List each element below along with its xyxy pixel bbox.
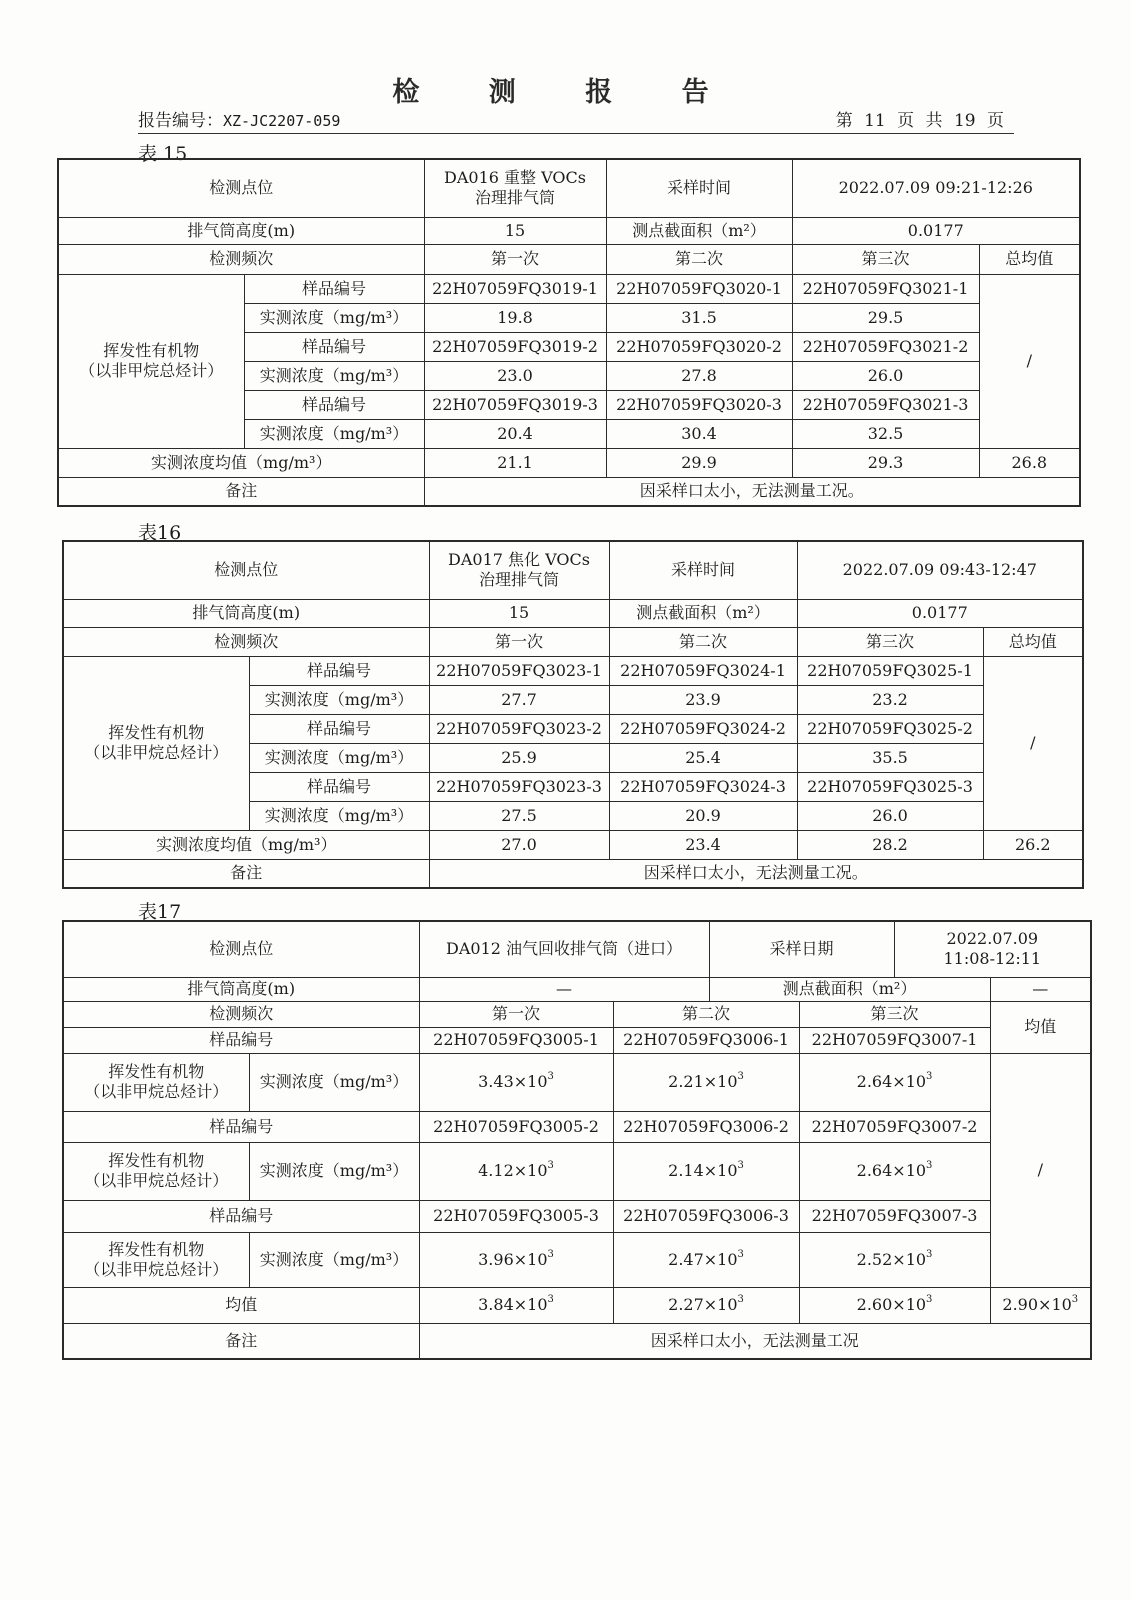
time-label: 采样时间 [606,159,792,217]
sample-id: 22H07059FQ3006-2 [613,1111,799,1142]
area-value: 0.0177 [792,217,1080,244]
conc-label: 实测浓度（mg/m³） [244,361,424,390]
conc-value: $2.64\times 10^3$ [799,1053,990,1111]
point-label: 检测点位 [58,159,424,217]
table-16-label: 表16 [138,522,182,544]
height-value: 15 [429,599,609,627]
conc-value: 35.5 [797,743,983,772]
sample-id: 22H07059FQ3019-2 [424,332,606,361]
sample-label: 样品编号 [244,274,424,303]
conc-value: 19.8 [424,303,606,332]
conc-value: 23.0 [424,361,606,390]
total-mean-value: 26.2 [983,830,1083,859]
sample-id: 22H07059FQ3007-3 [799,1200,990,1232]
sample-label: 样品编号 [249,714,429,743]
conc-value: $2.52\times 10^3$ [799,1232,990,1287]
substance-label: 挥发性有机物 （以非甲烷总烃计） [58,274,244,448]
conc-value: $4.12\times 10^3$ [419,1142,613,1200]
sample-id: 22H07059FQ3023-3 [429,772,609,801]
mean-value: 27.0 [429,830,609,859]
area-label: 测点截面积（m²） [709,977,990,1001]
table-17-label: 表17 [138,901,182,923]
sample-id: 22H07059FQ3025-1 [797,656,983,685]
freq-total: 总均值 [979,244,1080,274]
conc-value: 30.4 [606,419,792,448]
sample-id: 22H07059FQ3005-3 [419,1200,613,1232]
sample-id: 22H07059FQ3024-1 [609,656,797,685]
conc-label: 实测浓度（mg/m³） [249,685,429,714]
sample-label: 样品编号 [63,1027,419,1053]
remark-label: 备注 [63,1323,419,1359]
mean-value: 29.3 [792,448,979,477]
point-label: 检测点位 [63,921,419,977]
sample-id: 22H07059FQ3023-2 [429,714,609,743]
conc-label: 实测浓度（mg/m³） [249,801,429,830]
conc-label: 实测浓度（mg/m³） [249,1142,419,1200]
mean-value: 29.9 [606,448,792,477]
total-mean-value: 26.8 [979,448,1080,477]
report-number-value: XZ-JC2207-059 [223,112,341,130]
sample-label: 样品编号 [249,772,429,801]
point-value: DA017 焦化 VOCs 治理排气筒 [429,541,609,599]
conc-value: 29.5 [792,303,979,332]
mean-value: $3.84\times 10^3$ [419,1287,613,1323]
area-label: 测点截面积（m²） [606,217,792,244]
avg-header: 均值 [990,1001,1091,1053]
sample-id: 22H07059FQ3019-1 [424,274,606,303]
conc-value: 20.4 [424,419,606,448]
total-mean-slash: / [983,656,1083,830]
height-label: 排气筒高度(m) [63,599,429,627]
sample-label: 样品编号 [244,390,424,419]
mean-value: 21.1 [424,448,606,477]
remark-label: 备注 [63,859,429,888]
freq-1: 第一次 [429,627,609,656]
conc-value: $2.14\times 10^3$ [613,1142,799,1200]
sample-id: 22H07059FQ3007-1 [799,1027,990,1053]
sample-id: 22H07059FQ3024-2 [609,714,797,743]
mean-label: 实测浓度均值（mg/m³） [58,448,424,477]
conc-value: $2.64\times 10^3$ [799,1142,990,1200]
conc-value: $3.96\times 10^3$ [419,1232,613,1287]
freq-2: 第二次 [606,244,792,274]
sample-label: 样品编号 [249,656,429,685]
sample-id: 22H07059FQ3020-3 [606,390,792,419]
sample-id: 22H07059FQ3005-2 [419,1111,613,1142]
sample-id: 22H07059FQ3025-3 [797,772,983,801]
conc-value: 31.5 [606,303,792,332]
total-mean-value: $2.90\times 10^3$ [990,1287,1091,1323]
sample-id: 22H07059FQ3023-1 [429,656,609,685]
conc-label: 实测浓度（mg/m³） [249,1053,419,1111]
time-label: 采样时间 [609,541,797,599]
sample-id: 22H07059FQ3020-2 [606,332,792,361]
sample-id: 22H07059FQ3024-3 [609,772,797,801]
time-value: 2022.07.09 09:43-12:47 [797,541,1083,599]
area-value: — [990,977,1091,1001]
sample-id: 22H07059FQ3020-1 [606,274,792,303]
freq-label: 检测频次 [63,627,429,656]
point-label: 检测点位 [63,541,429,599]
mean-value: $2.27\times 10^3$ [613,1287,799,1323]
sample-id: 22H07059FQ3021-3 [792,390,979,419]
conc-value: 27.7 [429,685,609,714]
conc-value: 26.0 [797,801,983,830]
substance-label: 挥发性有机物 （以非甲烷总烃计） [63,1232,249,1287]
conc-value: $3.43\times 10^3$ [419,1053,613,1111]
sample-id: 22H07059FQ3006-1 [613,1027,799,1053]
sample-id: 22H07059FQ3025-2 [797,714,983,743]
freq-total: 总均值 [983,627,1083,656]
freq-label: 检测频次 [58,244,424,274]
freq-1: 第一次 [419,1001,613,1027]
report-number [138,106,340,131]
freq-3: 第三次 [799,1001,990,1027]
height-label: 排气筒高度(m) [58,217,424,244]
table-15-label: 表 15 [138,143,188,165]
conc-label: 实测浓度（mg/m³） [244,303,424,332]
conc-value: 25.4 [609,743,797,772]
freq-2: 第二次 [609,627,797,656]
sample-label: 样品编号 [63,1200,419,1232]
height-value: — [419,977,709,1001]
freq-1: 第一次 [424,244,606,274]
mean-value: 23.4 [609,830,797,859]
conc-value: 27.8 [606,361,792,390]
conc-value: $2.47\times 10^3$ [613,1232,799,1287]
mean-value: 28.2 [797,830,983,859]
substance-label: 挥发性有机物 （以非甲烷总烃计） [63,1053,249,1111]
table-15 [57,158,1081,507]
area-label: 测点截面积（m²） [609,599,797,627]
sample-id: 22H07059FQ3005-1 [419,1027,613,1053]
table-16 [62,540,1084,889]
conc-value: 25.9 [429,743,609,772]
sample-id: 22H07059FQ3019-3 [424,390,606,419]
mean-label: 均值 [63,1287,419,1323]
page-indicator: 第 11 页 共 19 页 [835,111,1004,131]
time-value: 2022.07.09 09:21-12:26 [792,159,1080,217]
sample-id: 22H07059FQ3021-2 [792,332,979,361]
remark-text: 因采样口太小，无法测量工况。 [429,859,1083,888]
conc-label: 实测浓度（mg/m³） [249,1232,419,1287]
substance-label: 挥发性有机物 （以非甲烷总烃计） [63,1142,249,1200]
freq-2: 第二次 [613,1001,799,1027]
table-17 [62,920,1092,1360]
mean-label: 实测浓度均值（mg/m³） [63,830,429,859]
conc-value: $2.21\times 10^3$ [613,1053,799,1111]
page-title: 检 测 报 告 [392,77,739,108]
height-label: 排气筒高度(m) [63,977,419,1001]
sample-id: 22H07059FQ3006-3 [613,1200,799,1232]
report-number-label: 报告编号： [138,111,223,131]
conc-value: 27.5 [429,801,609,830]
total-mean-slash: / [979,274,1080,448]
freq-label: 检测频次 [63,1001,419,1027]
conc-value: 32.5 [792,419,979,448]
remark-label: 备注 [58,477,424,506]
point-value: DA016 重整 VOCs 治理排气筒 [424,159,606,217]
date-label: 采样日期 [709,921,894,977]
point-value: DA012 油气回收排气筒（进口） [419,921,709,977]
mean-slash: / [990,1053,1091,1287]
date-value: 2022.07.09 11:08-12:11 [894,921,1091,977]
conc-value: 23.2 [797,685,983,714]
freq-3: 第三次 [792,244,979,274]
mean-value: $2.60\times 10^3$ [799,1287,990,1323]
sample-id: 22H07059FQ3021-1 [792,274,979,303]
conc-label: 实测浓度（mg/m³） [249,743,429,772]
freq-3: 第三次 [797,627,983,656]
sample-label: 样品编号 [63,1111,419,1142]
area-value: 0.0177 [797,599,1083,627]
substance-label: 挥发性有机物 （以非甲烷总烃计） [63,656,249,830]
conc-value: 20.9 [609,801,797,830]
height-value: 15 [424,217,606,244]
report-header [138,108,1014,134]
conc-value: 26.0 [792,361,979,390]
remark-text: 因采样口太小，无法测量工况。 [424,477,1080,506]
sample-id: 22H07059FQ3007-2 [799,1111,990,1142]
sample-label: 样品编号 [244,332,424,361]
conc-value: 23.9 [609,685,797,714]
conc-label: 实测浓度（mg/m³） [244,419,424,448]
remark-text: 因采样口太小，无法测量工况 [419,1323,1091,1359]
